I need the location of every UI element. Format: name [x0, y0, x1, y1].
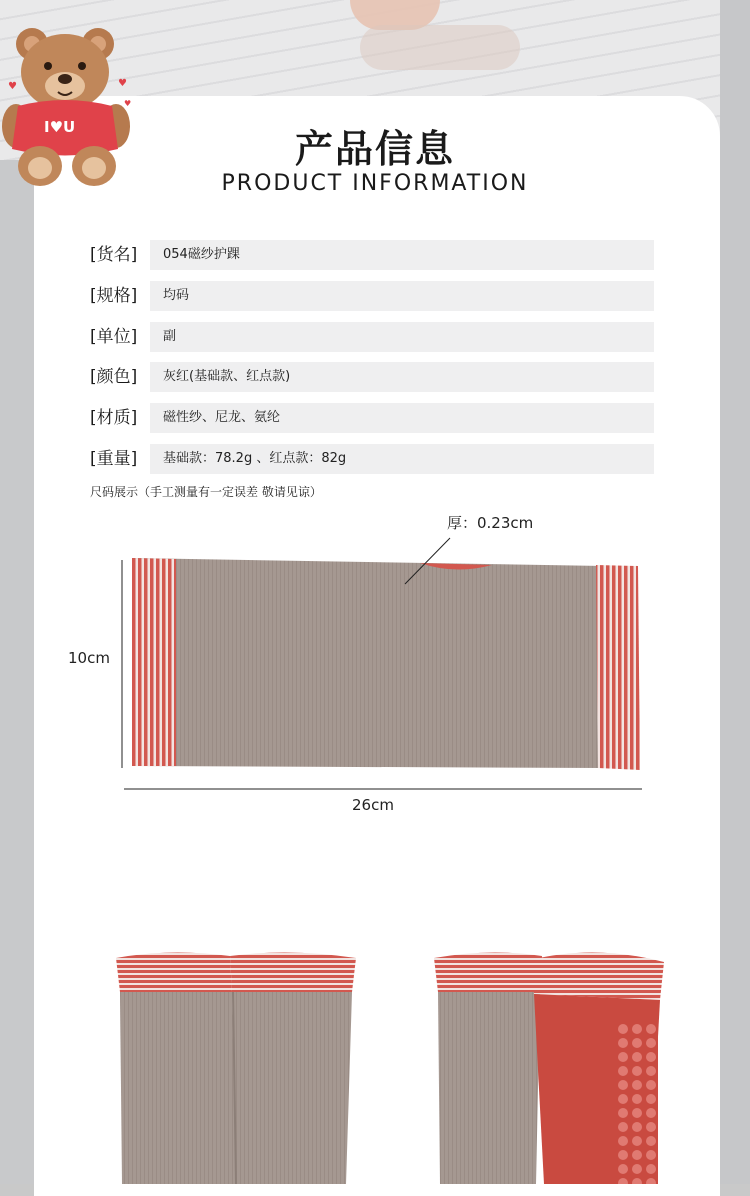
spec-label: [单位]	[90, 327, 138, 347]
spec-label: [材质]	[90, 408, 138, 428]
spec-value: 磁性纱、尼龙、氨纶	[150, 403, 654, 433]
spec-label: [规格]	[90, 286, 138, 306]
spec-label: [重量]	[90, 449, 138, 469]
spec-label: [颜色]	[90, 367, 138, 387]
gray-and-red-sleeve-image	[434, 952, 664, 1184]
spec-value: 均码	[150, 281, 654, 311]
thickness-label: 厚：0.23cm	[447, 514, 534, 532]
spec-value: 基础款：78.2g 、红点款：82g	[150, 444, 654, 474]
page-subtitle: PRODUCT INFORMATION	[221, 171, 529, 196]
spec-label: [货名]	[90, 245, 138, 265]
spec-value: 副	[150, 322, 654, 352]
page-title: 产品信息	[294, 127, 455, 171]
svg-text:♥: ♥	[118, 78, 127, 89]
bear-shirt-text: I♥U	[44, 118, 76, 136]
spec-value: 054磁纱护踝	[150, 240, 654, 270]
size-note: 尺码展示（手工测量有一定误差 敬请见谅）	[90, 485, 322, 499]
flat-sleeve-image	[132, 558, 640, 770]
width-label: 26cm	[352, 796, 394, 814]
height-label: 10cm	[68, 649, 110, 667]
svg-text:♥: ♥	[124, 99, 132, 108]
svg-text:♥: ♥	[8, 81, 17, 92]
spec-value: 灰红(基础款、红点款)	[150, 362, 654, 392]
gray-sleeve-pair-image	[116, 952, 356, 1184]
